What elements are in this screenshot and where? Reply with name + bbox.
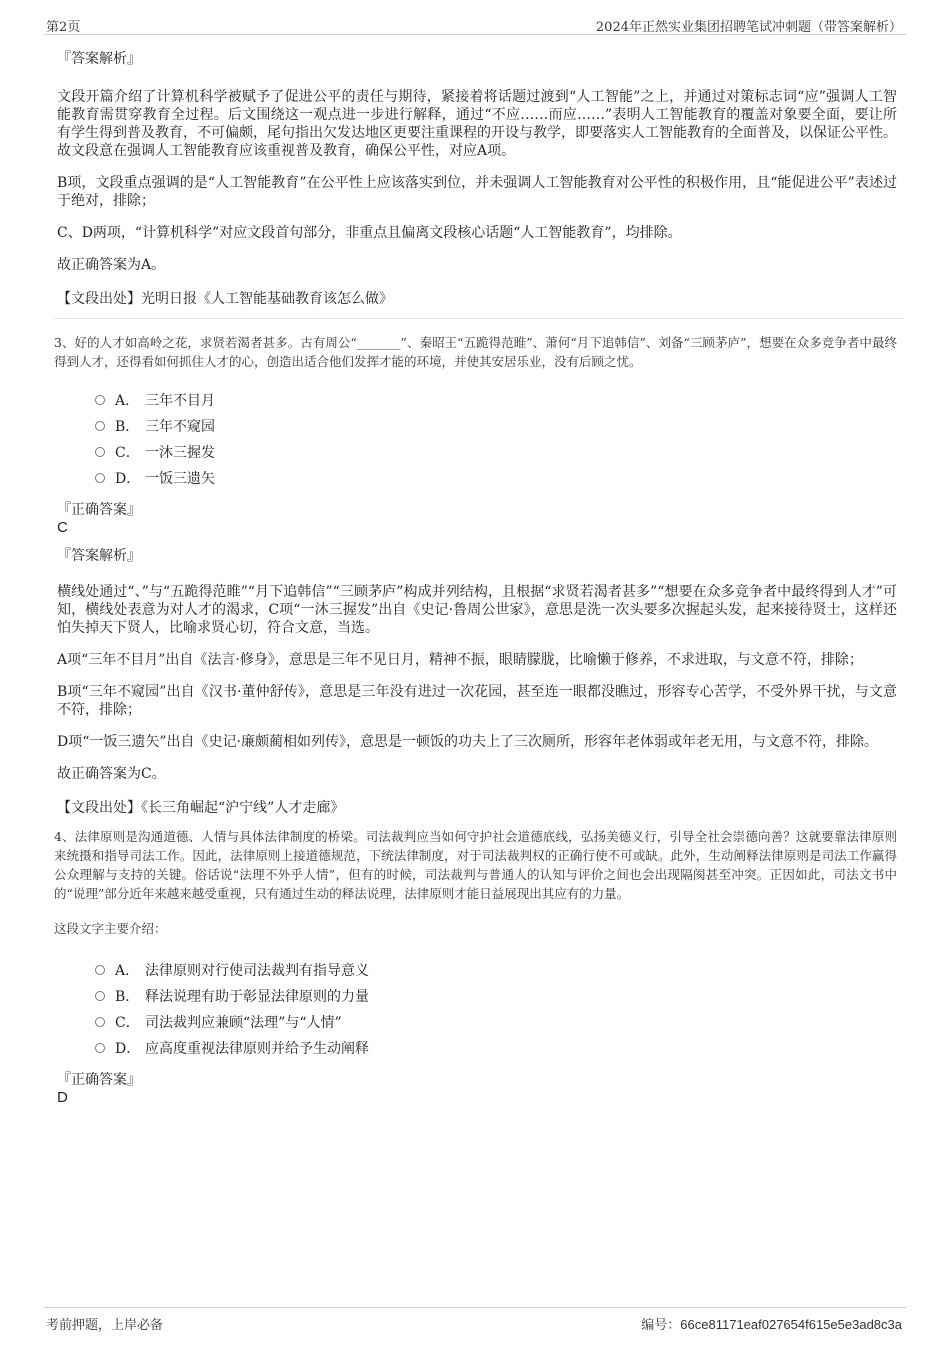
option-c[interactable] <box>95 439 897 465</box>
question-4-prompt: 这段文字主要介绍： <box>54 921 167 936</box>
question-4-options <box>95 957 897 1061</box>
footer-slogan: 考前押题，上岸必备 <box>46 1318 164 1333</box>
question-3-options <box>95 387 897 491</box>
option-letter: A． <box>115 963 140 979</box>
analysis-paragraph: B项“三年不窥园”出自《汉书·董仲舒传》，意思是三年没有进过一次花园，甚至连一眼都没瞧过，形容专心苦学，不受外界干扰，与文意不符，排除； <box>57 684 897 718</box>
radio-icon[interactable] <box>95 395 105 405</box>
radio-icon[interactable] <box>95 991 105 1001</box>
radio-icon[interactable] <box>95 421 105 431</box>
correct-answer-label: 『正确答案』 <box>57 1072 141 1088</box>
option-b[interactable] <box>95 413 897 439</box>
option-d[interactable] <box>95 1035 897 1061</box>
document-code <box>641 1314 902 1333</box>
correct-answer-label: 『正确答案』 <box>57 502 141 518</box>
page-number: 第2页 <box>46 20 81 35</box>
divider <box>54 318 904 319</box>
analysis-paragraph: D项“一饭三遗矢”出自《史记·廉颇蔺相如列传》，意思是一顿饭的功夫上了三次厕所，形容年老体弱或年老无用，与文意不符，排除。 <box>57 734 878 750</box>
analysis-paragraph: A项“三年不目月”出自《法言·修身》，意思是三年不见日月，精神不振，眼睛朦胧，比喻懒于修养，不求进取，与文意不符，排除； <box>57 652 863 668</box>
option-text: 司法裁判应兼顾“法理”与“人情” <box>145 1015 342 1031</box>
option-d[interactable] <box>95 465 897 491</box>
code-label: 编号： <box>641 1318 681 1333</box>
question-4-text: 4、法律原则是沟通道德、人情与具体法律制度的桥梁。司法裁判应当如何守护社会道德底线，弘扬美德义行，引导全社会崇德向善？这就要靠法律原则来统摄和指导司法工作。因此，法律原则上接道德规范，下统法律制度，对于司法裁判权的正确行使不可或缺。此外，生动阐释法律原则是司法工作赢得公众理解与支持的关键。俗话说“法理不外乎人情”，但有的时候，司法裁判与普通人的认知与评价之间也会出现隔阂甚至冲突。正因如此，司法文书中的“说理”部分近年来越来越受重视，只有通过生动的释法说理，法律原则才能日益展现出其应有的力量。 <box>54 829 897 901</box>
radio-icon[interactable] <box>95 965 105 975</box>
analysis-paragraph: B项，文段重点强调的是“人工智能教育”在公平性上应该落实到位，并未强调人工智能教育对公平性的积极作用，且“能促进公平”表述过于绝对，排除； <box>57 175 897 209</box>
option-letter: D． <box>115 1041 141 1057</box>
analysis-paragraph: 故正确答案为C。 <box>57 766 166 782</box>
source-citation: 【文段出处】光明日报《人工智能基础教育该怎么做》 <box>57 291 393 307</box>
analysis-paragraph: 文段开篇介绍了计算机科学被赋予了促进公平的责任与期待，紧接着将话题过渡到“人工智能”之上，并通过对策标志词“应”强调人工智能教育需贯穿教育全过程。后文围绕这一观点进一步进行解释，通过“不应……而应……”表明人工智能教育的覆盖对象要全面，要让所有学生得到普及教育，不可偏颇，尾句指出欠发达地区更要注重课程的开设与教学，即要落实人工智能教育的全面普及，以保证公平性。故文段意在强调人工智能教育应该重视普及教育，确保公平性，对应A项。 <box>57 89 897 159</box>
option-letter: C． <box>115 445 140 461</box>
radio-icon[interactable] <box>95 1017 105 1027</box>
document-body <box>54 44 897 1113</box>
option-c[interactable] <box>95 1009 897 1035</box>
option-letter: D． <box>115 471 141 487</box>
option-text: 一饭三遗矢 <box>145 471 215 487</box>
option-text: 法律原则对行使司法裁判有指导意义 <box>145 963 369 979</box>
option-text: 释法说理有助于彰显法律原则的力量 <box>145 989 369 1005</box>
question-3-text: 3、好的人才如高岭之花，求贤若渴者甚多。古有周公“_______”、秦昭王“五跪得范睢”、萧何“月下追韩信”、刘备“三顾茅庐”，想要在众多竞争者中最终得到人才，还得看如何抓住人才的心，创造出适合他们发挥才能的环境，并使其安居乐业，没有后顾之忧。 <box>54 335 897 369</box>
analysis-label: 『答案解析』 <box>57 51 141 67</box>
analysis-paragraph: 横线处通过“、”与“五跪得范睢”“月下追韩信”“三顾茅庐”构成并列结构，且根据“求贤若渴者甚多”“想要在众多竞争者中最终得到人才”可知，横线处表意为对人才的渴求，C项“一沐三握发”出自《史记·鲁周公世家》，意思是洗一次头要多次握起头发，起来接待贤士，这样还怕失掉天下贤人，比喻求贤心切，符合文意，当选。 <box>57 584 897 636</box>
option-letter: A． <box>115 393 140 409</box>
option-text: 一沐三握发 <box>145 445 215 461</box>
analysis-paragraph: 故正确答案为A。 <box>57 257 166 273</box>
page-footer <box>44 1307 906 1334</box>
option-letter: B． <box>115 989 140 1005</box>
option-text: 三年不窥园 <box>145 419 215 435</box>
option-text: 应高度重视法律原则并给予生动阐释 <box>145 1041 369 1057</box>
option-letter: B． <box>115 419 140 435</box>
option-a[interactable] <box>95 957 897 983</box>
analysis-paragraph: C、D两项，“计算机科学”对应文段首句部分，非重点且偏离文段核心话题“人工智能教育”，均排除。 <box>57 225 682 241</box>
page-header <box>44 14 906 35</box>
radio-icon[interactable] <box>95 1043 105 1053</box>
option-letter: C． <box>115 1015 140 1031</box>
option-b[interactable] <box>95 983 897 1009</box>
correct-answer: C <box>57 519 68 536</box>
code-value: 66ce81171eaf027654f615e5e3ad8c3a <box>680 1317 902 1332</box>
radio-icon[interactable] <box>95 447 105 457</box>
document-title: 2024年正然实业集团招聘笔试冲刺题（带答案解析） <box>595 20 902 35</box>
source-citation: 【文段出处】《长三角崛起“沪宁线”人才走廊》 <box>57 800 345 816</box>
option-a[interactable] <box>95 387 897 413</box>
option-text: 三年不目月 <box>145 393 215 409</box>
analysis-label: 『答案解析』 <box>57 548 141 564</box>
correct-answer: D <box>57 1089 68 1106</box>
radio-icon[interactable] <box>95 473 105 483</box>
